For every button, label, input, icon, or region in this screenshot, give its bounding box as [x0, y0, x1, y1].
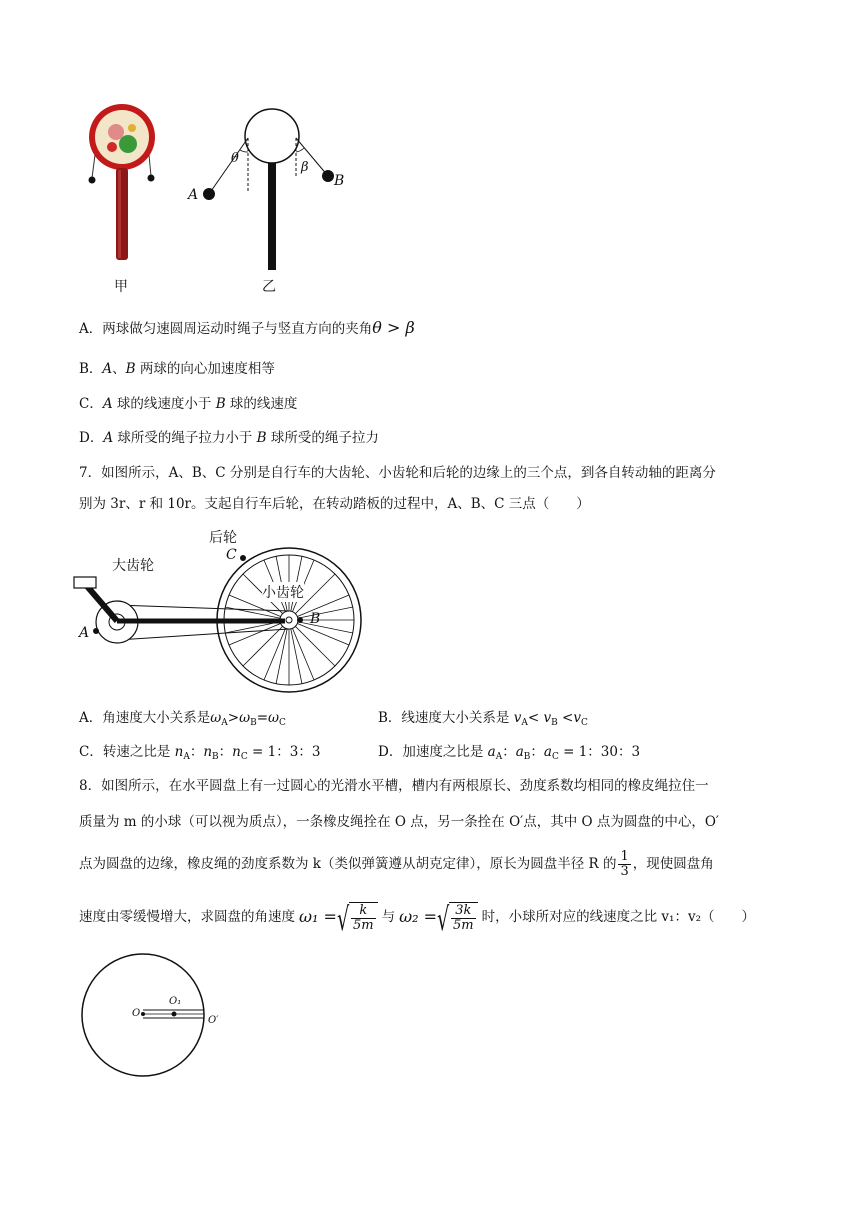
- label-big-gear: 大齿轮: [112, 558, 154, 574]
- sqrt-k-over-5m: √ $\frac{k}{5m}$: [337, 902, 378, 933]
- q6-option-a: A．两球做匀速圆周运动时绳子与竖直方向的夹角θ > β: [79, 318, 415, 337]
- label-point-C: C: [226, 547, 237, 563]
- label-ball-B: B: [334, 173, 345, 189]
- label-O1: O₁: [169, 996, 182, 1007]
- q6-option-b: B．A、B 两球的向心加速度相等: [79, 361, 275, 377]
- q6-option-d: D．A 球所受的绳子拉力小于 B 球所受的绳子拉力: [79, 430, 379, 446]
- bicycle-gear-diagram: [72, 525, 372, 695]
- q7-option-b: B．线速度大小关系是 $v_A< v_B <v_C$: [378, 710, 588, 728]
- label-point-B: B: [310, 611, 321, 627]
- label-rear-wheel: 后轮: [209, 530, 237, 546]
- rattle-drum-photo: [82, 100, 162, 265]
- q8-stem-line4: 速度由零缓慢增大，求圆盘的角速度 ω₁ = √ $\frac{k}{5m}$ 与 ω₂ = √ $\frac{3k}{5m}$ 时，小球所对应的线速度之比 v₁：v₂（ ）: [79, 899, 755, 938]
- q8-stem-line2: 质量为 m 的小球（可以视为质点），一条橡皮绳拴在 O 点，另一条拴在 O′点，其中 O 点为圆盘的中心，O′: [79, 814, 719, 830]
- q7-option-a: A．角速度大小关系是$\omega_A>\omega_B=\omega_C$: [79, 710, 286, 728]
- q7-stem-line2: 别为 3r、r 和 10r。支起自行车后轮，在转动踏板的过程中，A、B、C 三点（ ）: [79, 496, 590, 512]
- label-theta: θ: [231, 151, 239, 166]
- q8-stem-line3: 点为圆盘的边缘，橡皮绳的劲度系数为 k（类似弹簧遵从胡克定律），原长为圆盘半径 R 的 $\frac{1}{3}$ ，现使圆盘角: [79, 848, 714, 879]
- q6-option-c: C．A 球的线速度小于 B 球的线速度: [79, 396, 298, 412]
- sqrt-3k-over-5m: √ $\frac{3k}{5m}$: [437, 902, 478, 933]
- q8-stem-line1: 8．如图所示，在水平圆盘上有一过圆心的光滑水平槽，槽内有两根原长、劲度系数均相同的橡皮绳拉住一: [79, 778, 709, 794]
- fraction-one-third: $\frac{1}{3}$: [620, 848, 629, 879]
- omega1-symbol: ω₁ =: [299, 907, 337, 926]
- omega2-symbol: ω₂ =: [399, 907, 438, 926]
- label-beta: β: [301, 160, 309, 175]
- rotating-disk-diagram: [78, 950, 228, 1080]
- label-jia: 甲: [114, 279, 128, 295]
- label-O: O: [132, 1008, 141, 1019]
- q7-option-c: C．转速之比是 $n_A$：$n_B$：$n_C = 1$：3：3: [79, 744, 321, 762]
- rattle-schematic-diagram: [180, 100, 360, 275]
- label-yi: 乙: [262, 279, 276, 295]
- label-ball-A: A: [188, 187, 199, 203]
- q7-option-d: D．加速度之比是 $a_A$：$a_B$：$a_C = 1$：30：3: [378, 744, 641, 762]
- label-O-prime: O′: [208, 1015, 219, 1026]
- label-point-A: A: [79, 625, 90, 641]
- q7-stem-line1: 7．如图所示，A、B、C 分别是自行车的大齿轮、小齿轮和后轮的边缘上的三个点，到各自转动轴的距离分: [79, 465, 716, 481]
- label-small-gear: 小齿轮: [262, 582, 304, 602]
